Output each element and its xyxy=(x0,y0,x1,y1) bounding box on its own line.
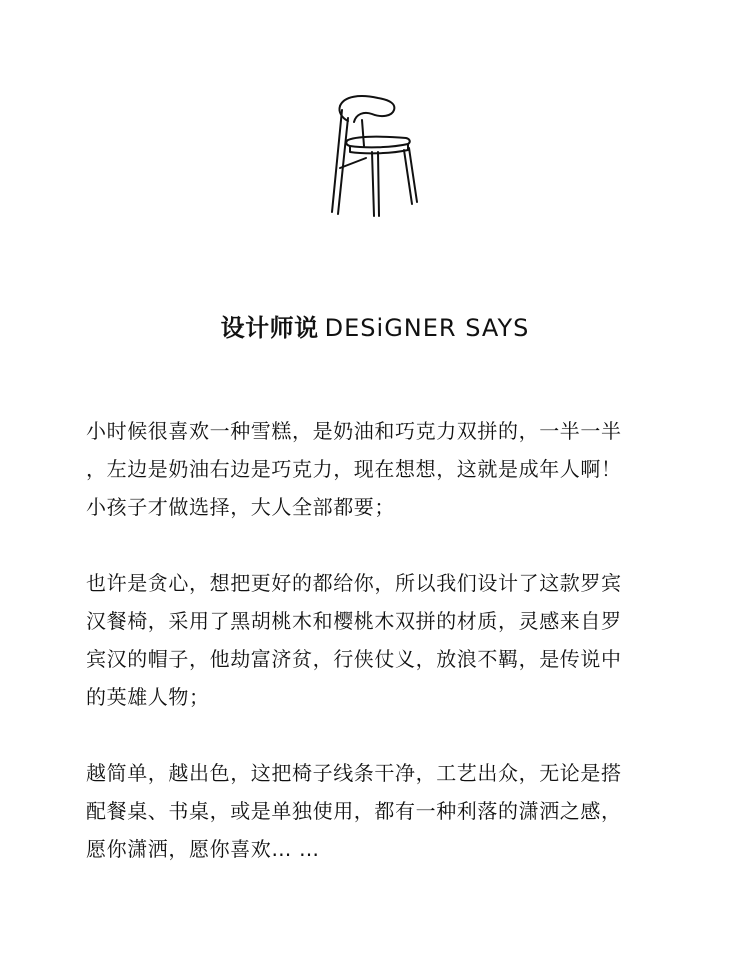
paragraph-line: 小时候很喜欢一种雪糕，是奶油和巧克力双拼的，一半一半 xyxy=(86,419,622,443)
paragraph-line: 的英雄人物； xyxy=(86,685,210,709)
section-heading xyxy=(0,310,750,346)
paragraph-line: 配餐桌、书桌，或是单独使用，都有一种利落的潇洒之感， xyxy=(86,799,622,823)
paragraph-line: 小孩子才做选择，大人全部都要； xyxy=(86,495,395,519)
chair-illustration-icon xyxy=(318,88,434,224)
paragraph-2 xyxy=(86,564,666,716)
designer-statement xyxy=(86,412,666,906)
paragraph-line: 宾汉的帽子，他劫富济贫，行侠仗义，放浪不羁，是传说中 xyxy=(86,647,622,671)
paragraph-1 xyxy=(86,412,666,526)
paragraph-3 xyxy=(86,754,666,868)
paragraph-line: ，左边是奶油右边是巧克力，现在想想，这就是成年人啊！ xyxy=(86,457,622,481)
paragraph-line: 越简单，越出色，这把椅子线条干净，工艺出众，无论是搭 xyxy=(86,761,622,785)
heading-english: DESiGNER SAYS xyxy=(324,314,530,342)
paragraph-line: 也许是贪心，想把更好的都给你，所以我们设计了这款罗宾 xyxy=(86,571,622,595)
heading-chinese: 设计师说 xyxy=(220,314,319,342)
paragraph-line: 汉餐椅，采用了黑胡桃木和樱桃木双拼的材质，灵感来自罗 xyxy=(86,609,622,633)
paragraph-line: 愿你潇洒，愿你喜欢… … xyxy=(86,837,320,861)
